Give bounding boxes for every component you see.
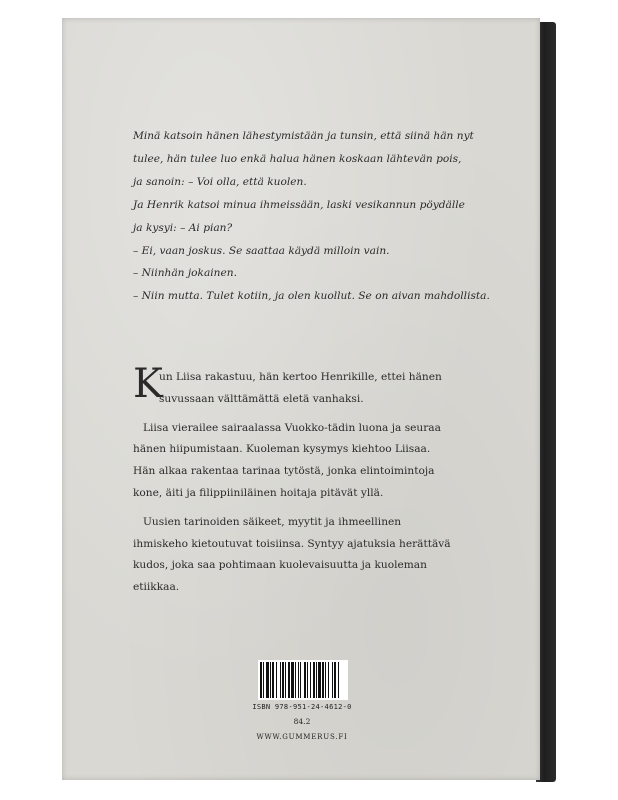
description-paragraph-2 [133, 418, 503, 505]
description-line: suvussaan välttämättä eletä vanhaksi. [159, 392, 364, 405]
description-line: etiikkaa. [133, 581, 180, 594]
isbn-number: ISBN 978-951-24-4612-0 [252, 703, 352, 711]
quote-line: Minä katsoin hänen lähestymistään ja tunsin, että siinä hän nyt [133, 130, 474, 142]
description-line: un Liisa rakastuu, hän kertoo Henrikille, ettei hänen [159, 371, 442, 383]
description-line: hänen hiipumistaan. Kuoleman kysymys kiehtoo Liisaa. [133, 443, 431, 456]
description-line: kone, äiti ja filippiiniläinen hoitaja pitävät yllä. [133, 486, 384, 499]
description-paragraph-1 [133, 367, 503, 411]
book-description [133, 367, 503, 599]
description-line: ihmiskeho kietoutuvat toisiinsa. Syntyy ajatuksia herättävä [133, 537, 451, 550]
quote-line: ja sanoin: – Voi olla, että kuolen. [133, 175, 307, 188]
publisher-website: WWW.GUMMERUS.FI [256, 733, 348, 741]
description-line: Hän alkaa rakentaa tarinaa tytöstä, jonka elintoimintoja [133, 465, 435, 478]
classification-code: 84.2 [293, 717, 311, 726]
description-line: Liisa vierailee sairaalassa Vuokko-tädin luona ja seuraa [143, 421, 441, 434]
description-line: kudos, joka saa pohtimaan kuolevaisuutta ja kuoleman [133, 559, 427, 572]
quote-line: ja kysyi: – Ai pian? [133, 221, 233, 234]
drop-cap: K [133, 361, 163, 407]
quote-line: – Niin mutta. Tulet kotiin, ja olen kuollut. Se on aivan mahdollista. [133, 290, 490, 303]
barcode [258, 660, 348, 700]
quote-line: tulee, hän tulee luo enkä halua hänen koskaan lähtevän pois, [133, 152, 462, 165]
quote-line: Ja Henrik katsoi minua ihmeissään, laski vesikannun pöydälle [133, 198, 465, 211]
quote-line: – Niinhän jokainen. [133, 267, 237, 280]
excerpt-quote [133, 125, 503, 308]
description-paragraph-3 [133, 512, 503, 599]
description-line: Uusien tarinoiden säikeet, myytit ja ihmeellinen [143, 515, 402, 528]
quote-line: – Ei, vaan joskus. Se saattaa käydä milloin vain. [133, 244, 390, 257]
